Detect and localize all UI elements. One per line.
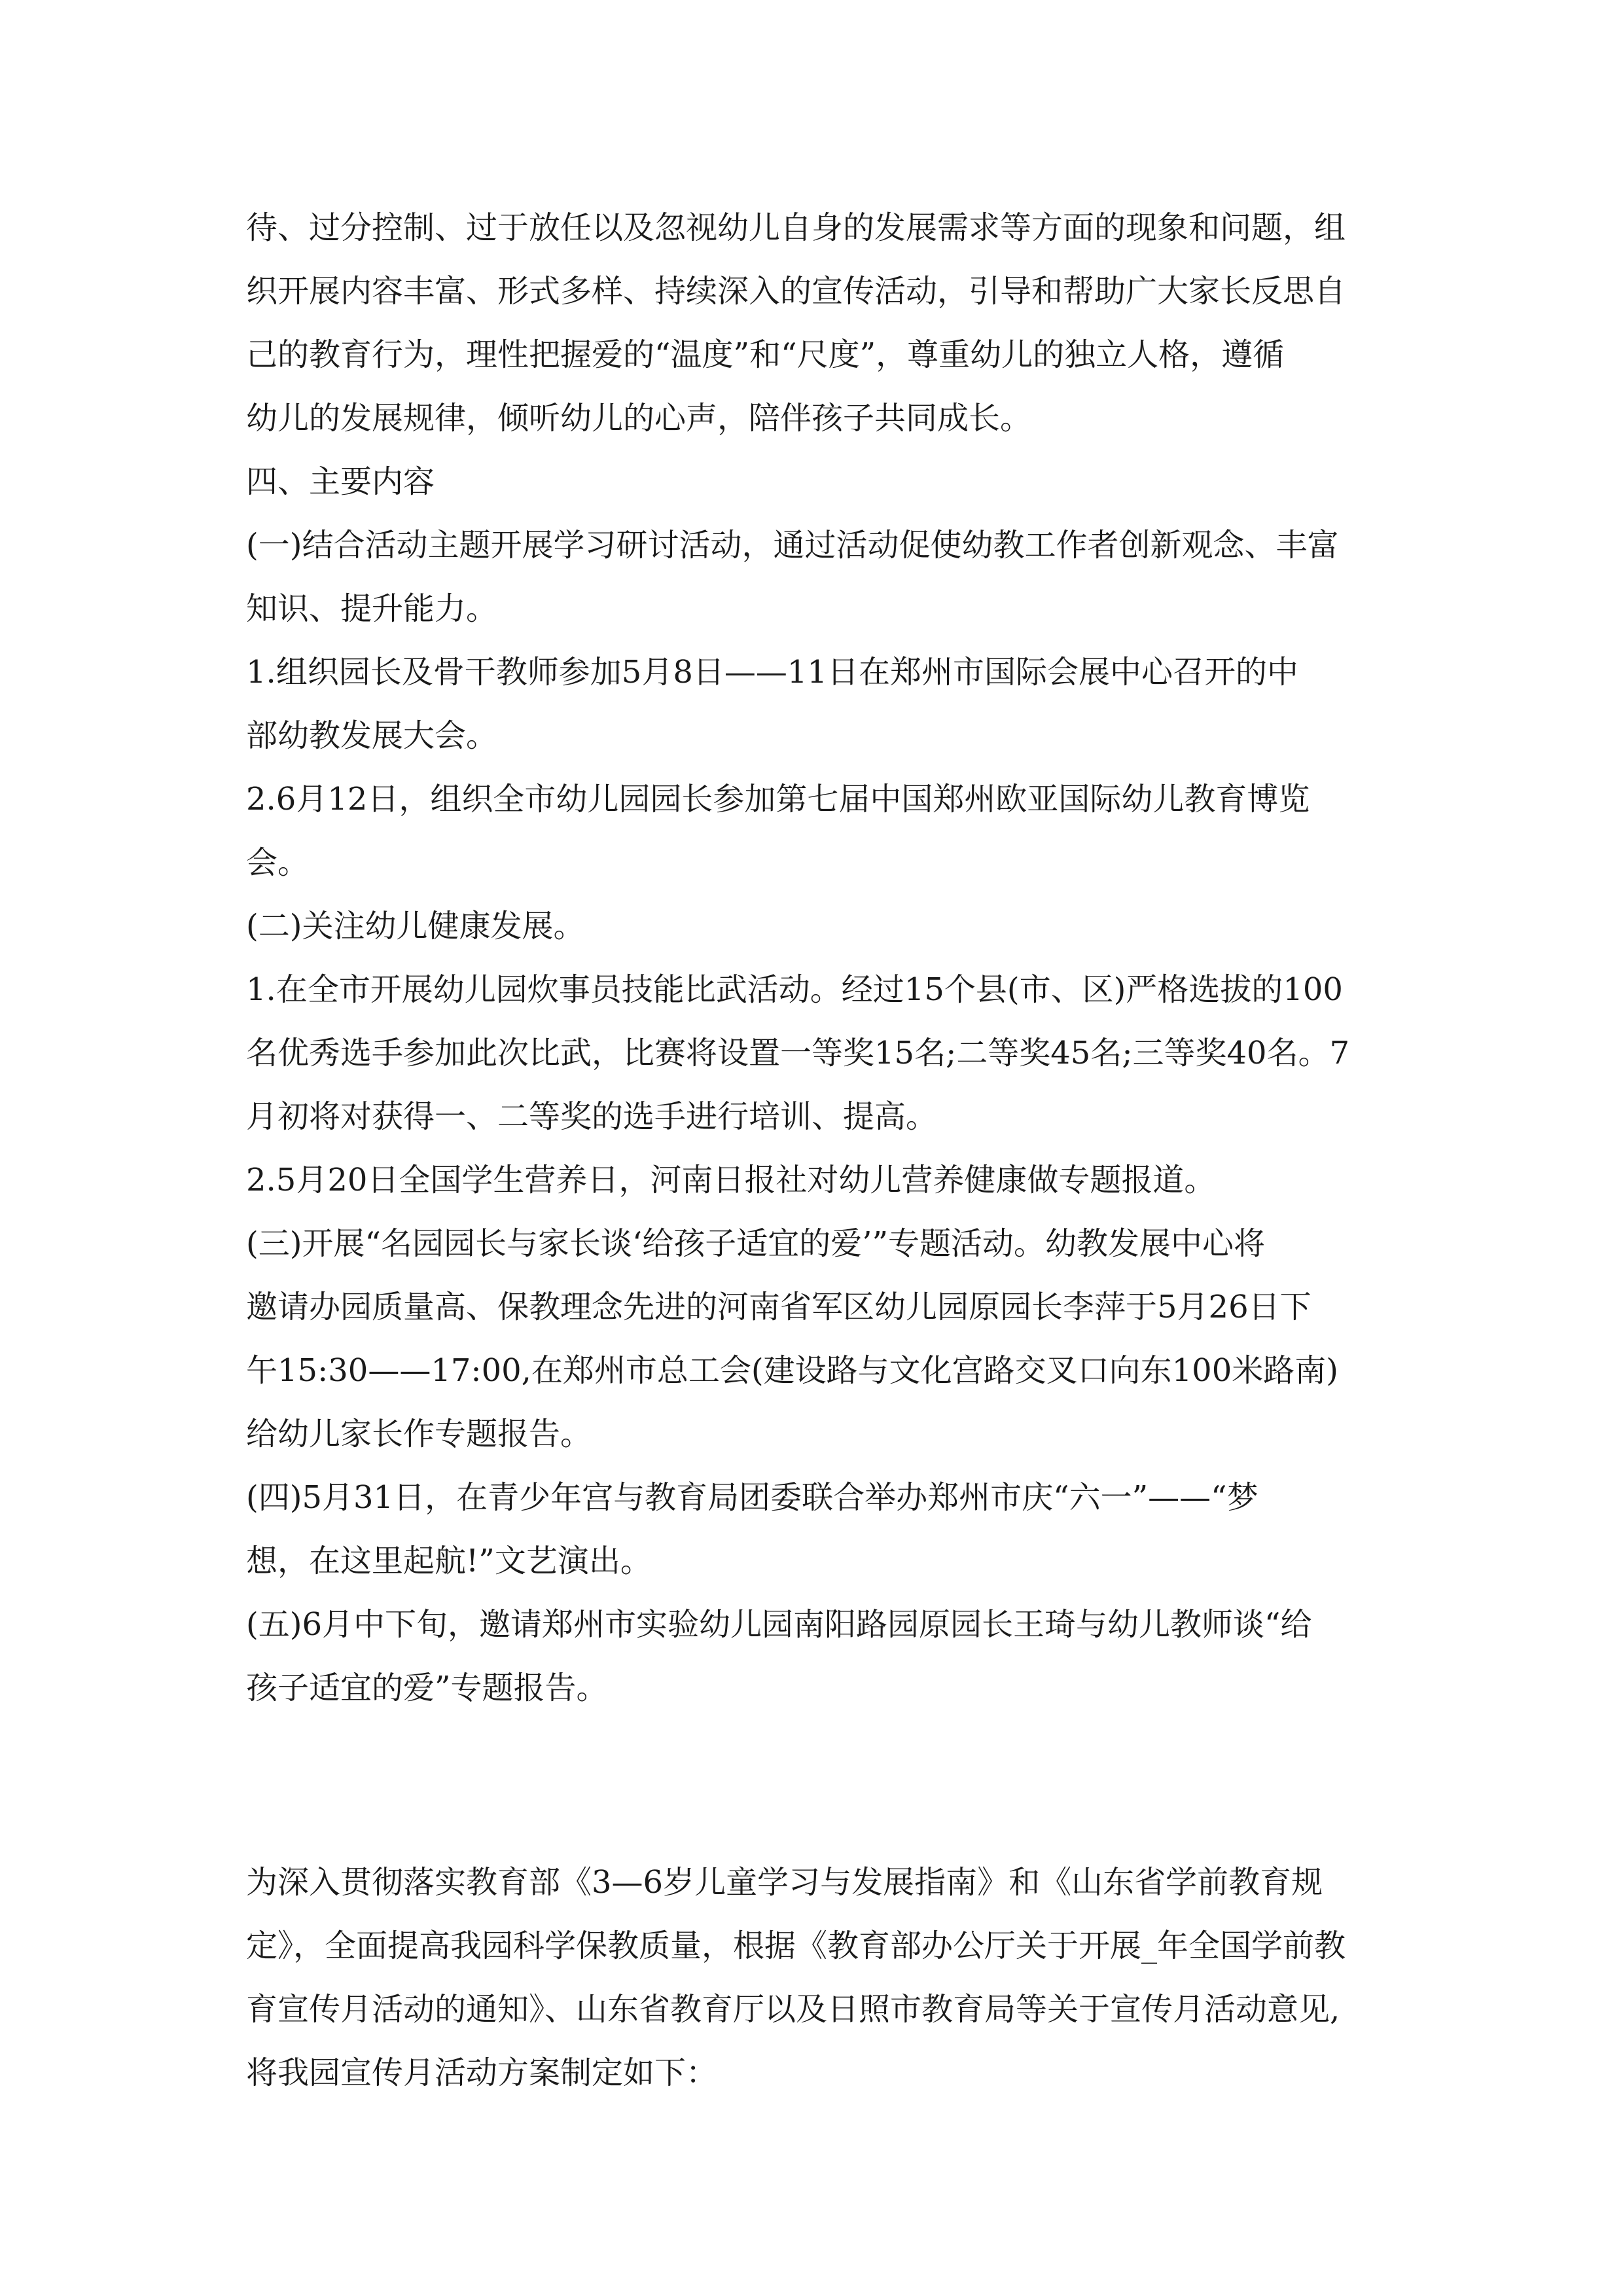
document-body bbox=[246, 196, 1424, 2105]
section-intro bbox=[246, 1851, 1424, 2105]
text-line: 待、过分控制、过于放任以及忽视幼儿自身的发展需求等方面的现象和问题，组 bbox=[246, 209, 1346, 246]
section-activity-content bbox=[246, 196, 1424, 1720]
text-line: 2.6月12日，组织全市幼儿园园长参加第七届中国郑州欧亚国际幼儿教育博览 bbox=[246, 781, 1310, 817]
text-line: 想，在这里起航!”文艺演出。 bbox=[246, 1543, 652, 1579]
text-line: 知识、提升能力。 bbox=[246, 590, 498, 627]
text-line: 月初将对获得一、二等奖的选手进行培训、提高。 bbox=[246, 1098, 938, 1135]
text-line: (三)开展“名园园长与家长谈‘给孩子适宜的爱’”专题活动。幼教发展中心将 bbox=[246, 1225, 1266, 1262]
text-line: 名优秀选手参加此次比武，比赛将设置一等奖15名;二等奖45名;三等奖40名。7 bbox=[246, 1035, 1350, 1071]
text-line: 孩子适宜的爱”专题报告。 bbox=[246, 1670, 608, 1706]
text-line: 2.5月20日全国学生营养日，河南日报社对幼儿营养健康做专题报道。 bbox=[246, 1162, 1216, 1198]
text-line: 1.在全市开展幼儿园炊事员技能比武活动。经过15个县(市、区)严格选拔的100 bbox=[246, 971, 1343, 1008]
text-line: 幼儿的发展规律，倾听幼儿的心声，陪伴孩子共同成长。 bbox=[246, 400, 1032, 437]
text-line: 将我园宣传月活动方案制定如下： bbox=[246, 2054, 718, 2091]
text-line: (一)结合活动主题开展学习研讨活动，通过活动促使幼教工作者创新观念、丰富 bbox=[246, 527, 1339, 564]
text-line: 1.组织园长及骨干教师参加5月8日——11日在郑州市国际会展中心召开的中 bbox=[246, 654, 1298, 691]
text-line: (二)关注幼儿健康发展。 bbox=[246, 908, 585, 944]
text-line: 育宣传月活动的通知》、山东省教育厅以及日照市教育局等关于宣传月活动意见, bbox=[246, 1991, 1340, 2028]
text-line: (五)6月中下旬，邀请郑州市实验幼儿园南阳路园原园长王琦与幼儿教师谈“给 bbox=[246, 1606, 1312, 1643]
text-line: 织开展内容丰富、形式多样、持续深入的宣传活动，引导和帮助广大家长反思自 bbox=[246, 273, 1346, 310]
text-line: 给幼儿家长作专题报告。 bbox=[246, 1416, 592, 1452]
text-line: 邀请办园质量高、保教理念先进的河南省军区幼儿园原园长李萍于5月26日下 bbox=[246, 1289, 1311, 1325]
text-line: 定》，全面提高我园科学保教质量，根据《教育部办公厅关于开展_年全国学前教 bbox=[246, 1928, 1346, 1964]
text-line: 午15:30——17:00,在郑州市总工会(建设路与文化宫路交叉口向东100米路南) bbox=[246, 1352, 1338, 1389]
section-heading: 四、主要内容 bbox=[246, 463, 435, 500]
text-line: 会。 bbox=[246, 844, 310, 881]
paragraph-gap bbox=[246, 1720, 1424, 1851]
text-line: (四)5月31日，在青少年宫与教育局团委联合举办郑州市庆“六一”——“梦 bbox=[246, 1479, 1258, 1516]
text-line: 己的教育行为，理性把握爱的“温度”和“尺度”，尊重幼儿的独立人格，遵循 bbox=[246, 336, 1285, 373]
text-line: 为深入贯彻落实教育部《3—6岁儿童学习与发展指南》和《山东省学前教育规 bbox=[246, 1864, 1323, 1901]
text-line: 部幼教发展大会。 bbox=[246, 717, 498, 754]
